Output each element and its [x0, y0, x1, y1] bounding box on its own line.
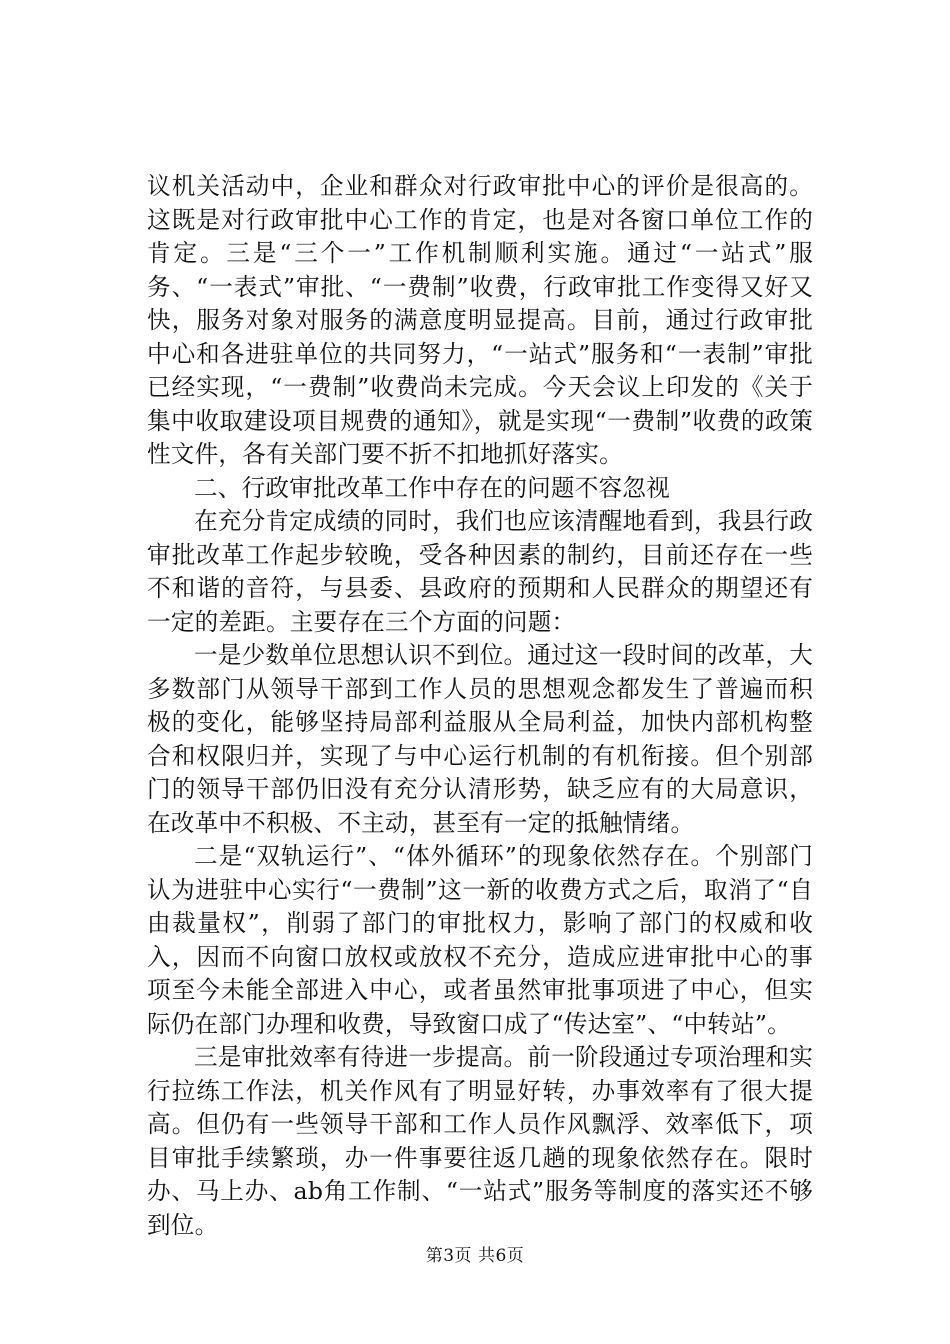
document-body — [147, 170, 813, 1242]
paragraph-continuation: 议机关活动中，企业和群众对行政审批中心的评价是很高的。这既是对行政审批中心工作的肯定，也是对各窗口单位工作的肯定。三是“三个一”工作机制顺利实施。通过“一站式”服务、“一表式”审批、“一费制”收费，行政审批工作变得又好又快，服务对象对服务的满意度明显提高。目前，通过行政审批中心和各进驻单位的共同努力，“一站式”服务和“一表制”审批已经实现，“一费制”收费尚未完成。今天会议上印发的《关于集中收取建设项目规费的通知》，就是实现“一费制”收费的政策性文件，各有关部门要不折不扣地抓好落实。 — [147, 172, 813, 468]
section-heading: 二、行政审批改革工作中存在的问题不容忽视 — [194, 473, 670, 502]
page-footer — [0, 1246, 950, 1266]
page-number-label: 第3页 共6页 — [425, 1246, 525, 1266]
paragraph-issue-three: 三是审批效率有待进一步提高。前一阶段通过专项治理和实行拉练工作法，机关作风有了明显好转，办事效率有了很大提高。但仍有一些领导干部和工作人员作风飘浮、效率低下，项目审批手续繁琐，办一件事要往返几趟的现象依然存在。限时办、马上办、ab角工作制、“一站式”服务等制度的落实还不够到位。 — [147, 1043, 813, 1239]
paragraph-issue-one: 一是少数单位思想认识不到位。通过这一段时间的改革，大多数部门从领导干部到工作人员的思想观念都发生了普遍而积极的变化，能够坚持局部利益服从全局利益，加快内部机构整合和权限归并，实现了与中心运行机制的有机衔接。但个别部门的领导干部仍旧没有充分认清形势，缺乏应有的大局意识，在改革中不积极、不主动，甚至有一定的抵触情绪。 — [147, 641, 813, 837]
paragraph-issue-two: 二是“双轨运行”、“体外循环”的现象依然存在。个别部门认为进驻中心实行“一费制”这一新的收费方式之后，取消了“自由裁量权”，削弱了部门的审批权力，影响了部门的权威和收入，因而不向窗口放权或放权不充分，造成应进审批中心的事项至今未能全部进入中心，或者虽然审批事项进了中心，但实际仍在部门办理和收费，导致窗口成了“传达室”、“中转站”。 — [147, 842, 813, 1038]
paragraph-intro: 在充分肯定成绩的同时，我们也应该清醒地看到，我县行政审批改革工作起步较晚，受各种因素的制约，目前还存在一些不和谐的音符，与县委、县政府的预期和人民群众的期望还有一定的差距。主要存在三个方面的问题： — [147, 507, 813, 636]
